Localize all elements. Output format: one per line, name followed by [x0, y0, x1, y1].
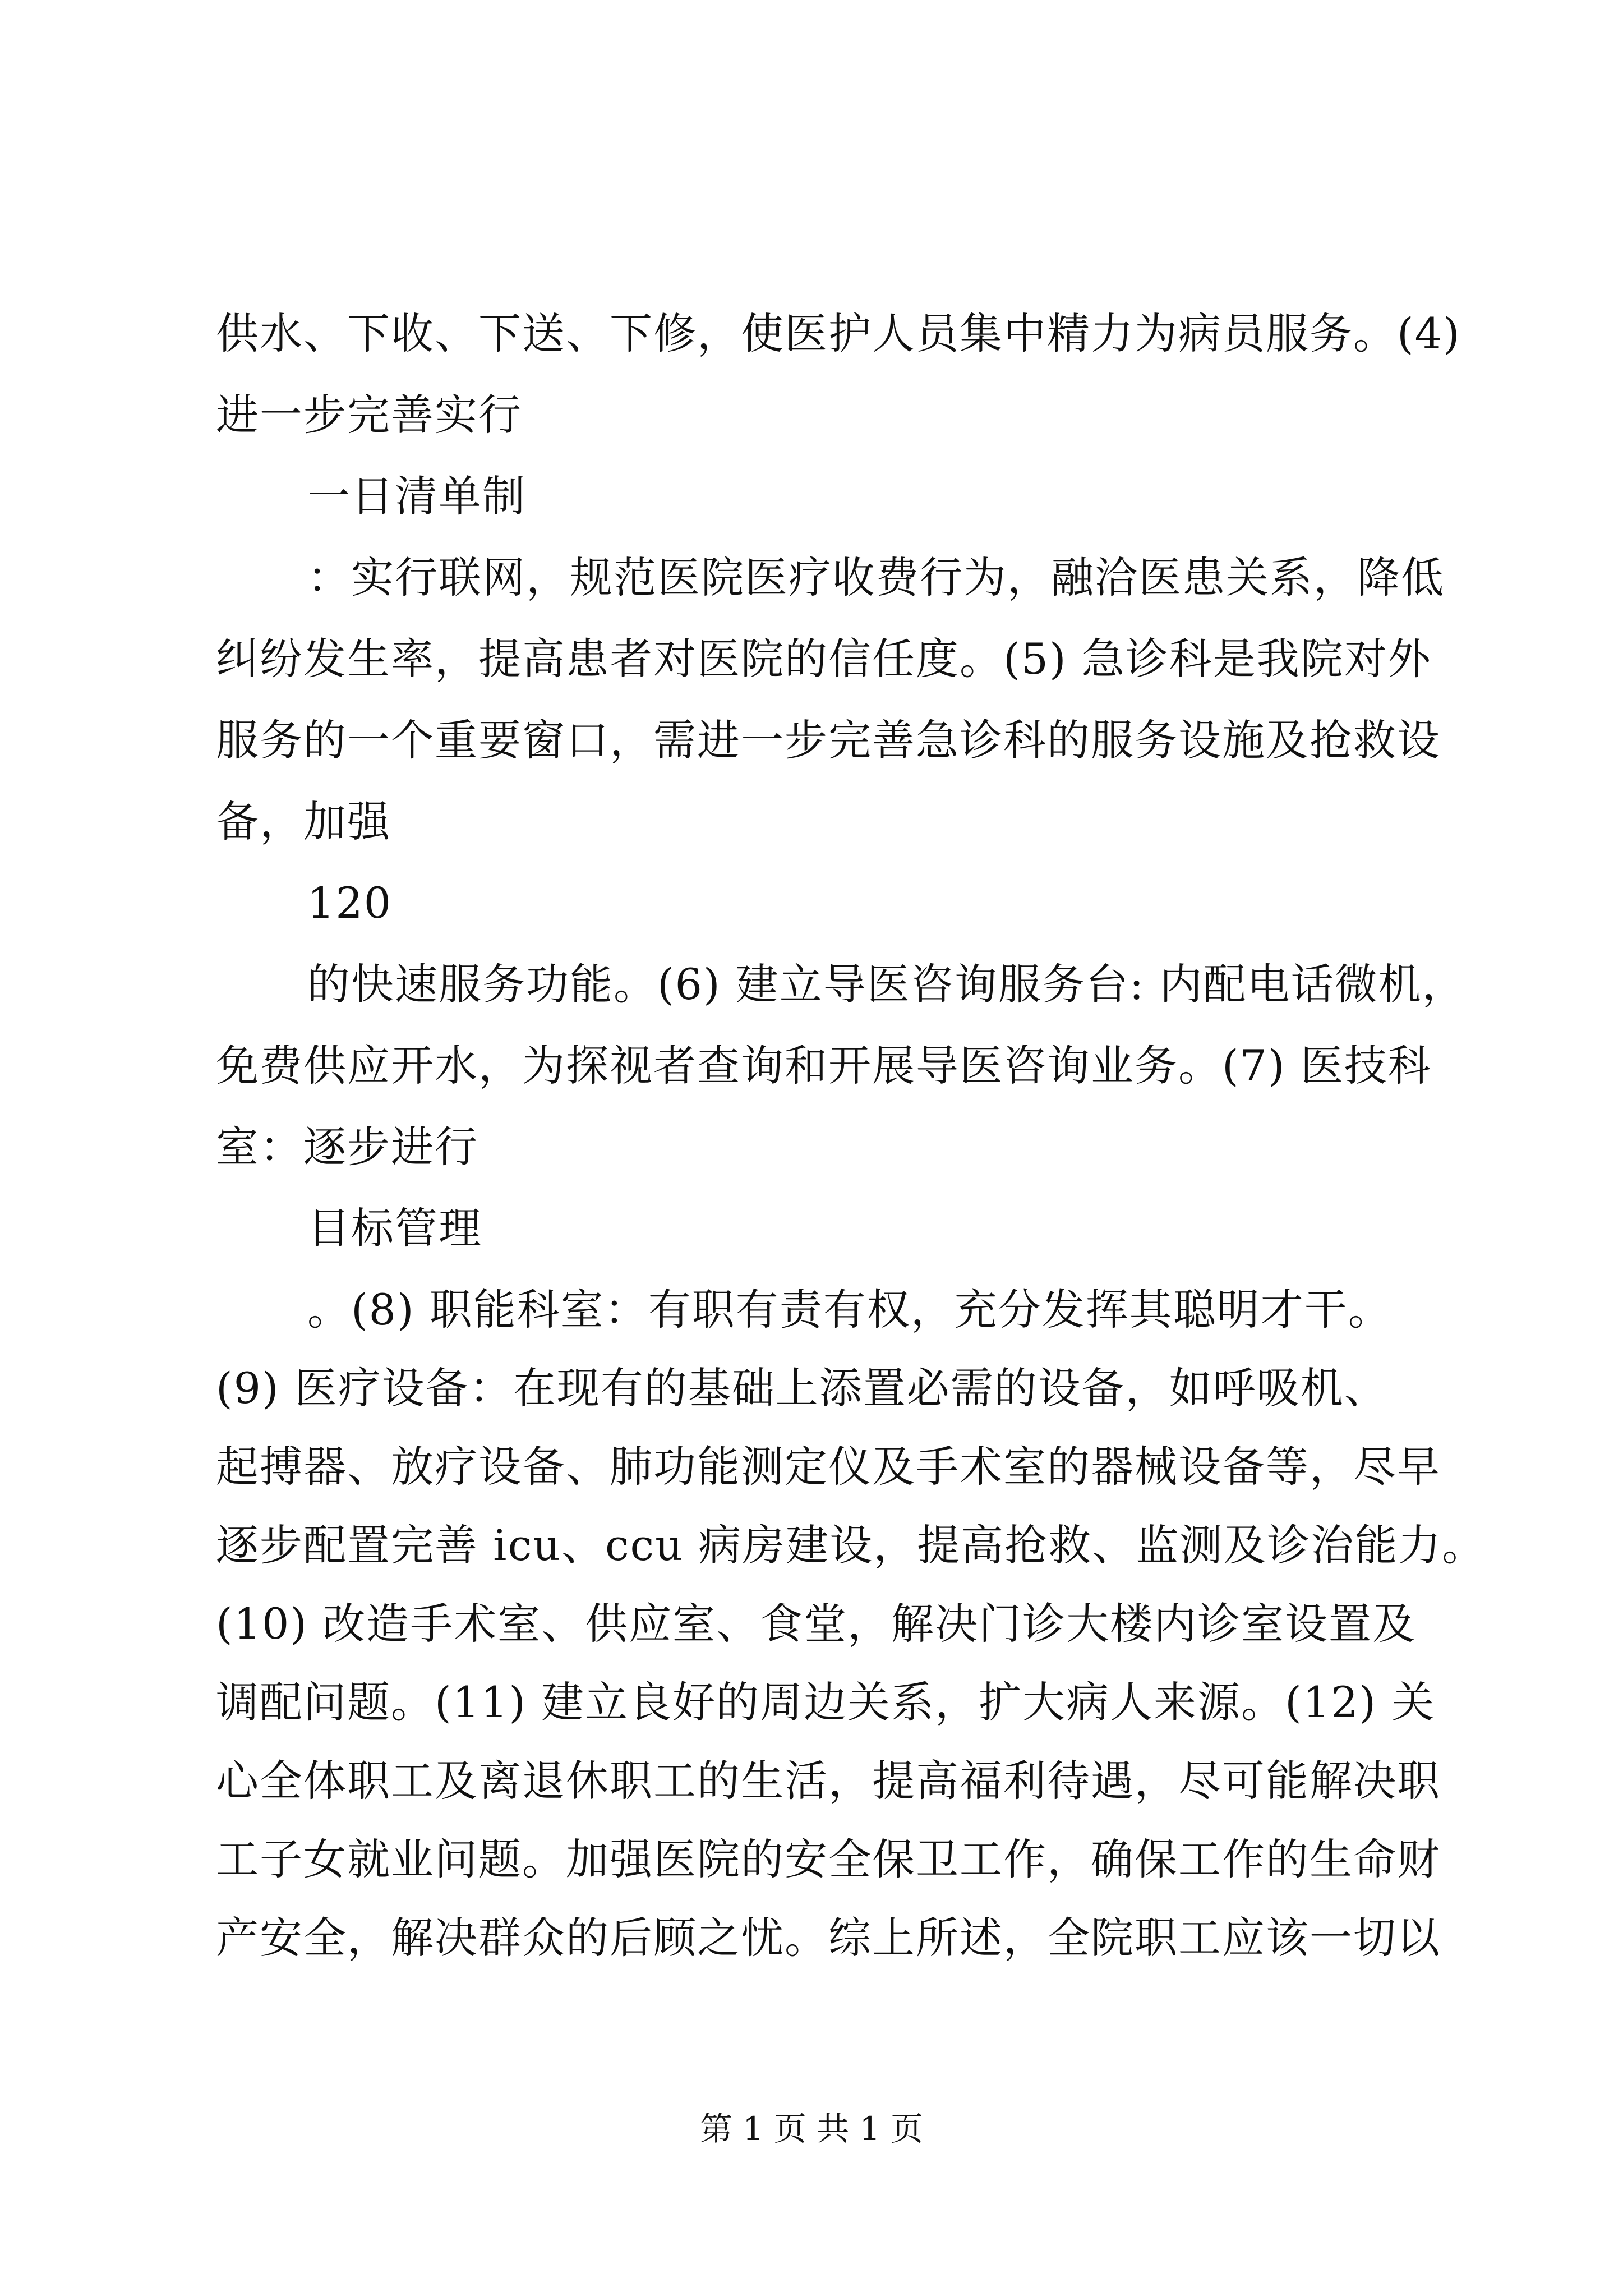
- text-line: 逐步配置完善 icu、ccu 病房建设，提高抢救、监测及诊治能力。: [216, 1520, 1486, 1570]
- text-line: 一日清单制: [307, 471, 526, 521]
- page-footer: 第 1 页 共 1 页: [700, 2110, 923, 2148]
- text-line: 心全体职工及离退休职工的生活，提高福利待遇，尽可能解决职: [216, 1756, 1441, 1806]
- text-line: 工子女就业问题。加强医院的安全保卫工作，确保工作的生命财: [216, 1834, 1441, 1884]
- text-line: 调配问题。(11) 建立良好的周边关系，扩大病人来源。(12) 关: [216, 1677, 1436, 1727]
- text-line: 备，加强: [216, 797, 391, 846]
- text-line: 120: [307, 878, 393, 928]
- text-line: 起搏器、放疗设备、肺功能测定仪及手术室的器械设备等，尽早: [216, 1442, 1441, 1492]
- text-line: (10) 改造手术室、供应室、食堂，解决门诊大楼内诊室设置及: [216, 1599, 1417, 1649]
- text-line: 室：逐步进行: [216, 1122, 478, 1172]
- text-line: 产安全，解决群众的后顾之忧。综上所述，全院职工应该一切以: [216, 1913, 1441, 1963]
- text-line: ：实行联网，规范医院医疗收费行为，融洽医患关系，降低: [307, 553, 1445, 602]
- text-line: 的快速服务功能。(6) 建立导医咨询服务台: 内配电话微机，: [307, 959, 1466, 1009]
- text-line: 纠纷发生率，提高患者对医院的信任度。(5) 急诊科是我院对外: [216, 634, 1432, 684]
- text-line: 免费供应开水，为探视者查询和开展导医咨询业务。(7) 医技科: [216, 1041, 1432, 1091]
- text-line: 服务的一个重要窗口，需进一步完善急诊科的服务设施及抢救设: [216, 715, 1441, 765]
- text-line: 目标管理: [307, 1203, 482, 1253]
- text-line: 进一步完善实行: [216, 390, 522, 440]
- text-line: 。(8) 职能科室：有职有责有权，充分发挥其聪明才干。: [307, 1285, 1392, 1335]
- text-line: (9) 医疗设备：在现有的基础上添置必需的设备，如呼吸机、: [216, 1363, 1388, 1413]
- text-line: 供水、下收、下送、下修，使医护人员集中精力为病员服务。(4): [216, 309, 1461, 358]
